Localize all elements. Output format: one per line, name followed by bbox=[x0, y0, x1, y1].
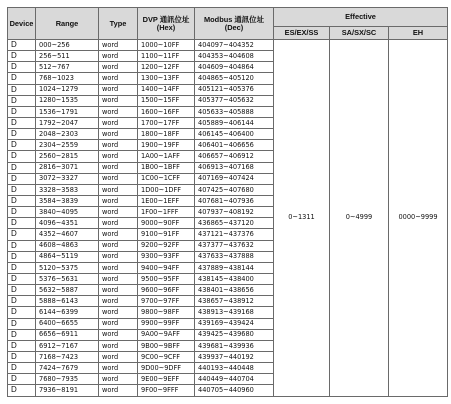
table-body bbox=[8, 40, 448, 397]
cell-dvp-address: 9000~90FF bbox=[138, 218, 195, 229]
cell-dvp-address: 9D00~9DFF bbox=[138, 363, 195, 374]
cell-device: D bbox=[8, 240, 36, 251]
cell-type: word bbox=[99, 285, 138, 296]
cell-type: word bbox=[99, 374, 138, 385]
table-row bbox=[8, 40, 448, 51]
cell-device: D bbox=[8, 117, 36, 128]
cell-modbus-address: 406657~406912 bbox=[195, 151, 274, 162]
cell-dvp-address: 1800~18FF bbox=[138, 129, 195, 140]
cell-modbus-address: 407937~408192 bbox=[195, 207, 274, 218]
header-sa-sx-sc: SA/SX/SC bbox=[330, 27, 389, 40]
cell-device: D bbox=[8, 73, 36, 84]
cell-modbus-address: 437377~437632 bbox=[195, 240, 274, 251]
cell-type: word bbox=[99, 363, 138, 374]
cell-type: word bbox=[99, 195, 138, 206]
device-address-table bbox=[7, 7, 448, 397]
cell-effective-sa-sx-sc: 0~4999 bbox=[330, 40, 389, 397]
cell-type: word bbox=[99, 73, 138, 84]
cell-modbus-address: 404097~404352 bbox=[195, 40, 274, 51]
cell-range: 2560~2815 bbox=[36, 151, 99, 162]
header-dvp-format: (Hex) bbox=[156, 23, 176, 32]
cell-type: word bbox=[99, 385, 138, 396]
cell-dvp-address: 9C00~9CFF bbox=[138, 351, 195, 362]
cell-device: D bbox=[8, 129, 36, 140]
cell-device: D bbox=[8, 184, 36, 195]
cell-type: word bbox=[99, 162, 138, 173]
cell-device: D bbox=[8, 40, 36, 51]
header-range: Range bbox=[36, 8, 99, 40]
cell-modbus-address: 440193~440448 bbox=[195, 363, 274, 374]
cell-range: 4096~4351 bbox=[36, 218, 99, 229]
cell-range: 6400~6655 bbox=[36, 318, 99, 329]
cell-type: word bbox=[99, 40, 138, 51]
cell-modbus-address: 407425~407680 bbox=[195, 184, 274, 195]
cell-range: 768~1023 bbox=[36, 73, 99, 84]
cell-device: D bbox=[8, 62, 36, 73]
cell-range: 2304~2559 bbox=[36, 140, 99, 151]
cell-device: D bbox=[8, 207, 36, 218]
cell-dvp-address: 1F00~1FFF bbox=[138, 207, 195, 218]
cell-device: D bbox=[8, 307, 36, 318]
cell-device: D bbox=[8, 173, 36, 184]
cell-device: D bbox=[8, 351, 36, 362]
cell-type: word bbox=[99, 84, 138, 95]
cell-type: word bbox=[99, 173, 138, 184]
cell-type: word bbox=[99, 229, 138, 240]
cell-type: word bbox=[99, 207, 138, 218]
cell-device: D bbox=[8, 84, 36, 95]
cell-modbus-address: 407169~407424 bbox=[195, 173, 274, 184]
cell-range: 2816~3071 bbox=[36, 162, 99, 173]
header-type: Type bbox=[99, 8, 138, 40]
cell-device: D bbox=[8, 95, 36, 106]
cell-dvp-address: 1200~12FF bbox=[138, 62, 195, 73]
cell-dvp-address: 9200~92FF bbox=[138, 240, 195, 251]
cell-dvp-address: 1700~17FF bbox=[138, 117, 195, 128]
cell-modbus-address: 439937~440192 bbox=[195, 351, 274, 362]
cell-device: D bbox=[8, 374, 36, 385]
cell-range: 2048~2303 bbox=[36, 129, 99, 140]
cell-device: D bbox=[8, 318, 36, 329]
cell-type: word bbox=[99, 329, 138, 340]
cell-device: D bbox=[8, 51, 36, 62]
cell-dvp-address: 9400~94FF bbox=[138, 262, 195, 273]
cell-modbus-address: 437889~438144 bbox=[195, 262, 274, 273]
cell-dvp-address: 1600~16FF bbox=[138, 106, 195, 117]
header-dvp-label: DVP 通訊位址 bbox=[142, 14, 190, 24]
cell-range: 6144~6399 bbox=[36, 307, 99, 318]
cell-device: D bbox=[8, 162, 36, 173]
cell-dvp-address: 9600~96FF bbox=[138, 285, 195, 296]
cell-modbus-address: 406401~406656 bbox=[195, 140, 274, 151]
cell-modbus-address: 439169~439424 bbox=[195, 318, 274, 329]
cell-modbus-address: 437121~437376 bbox=[195, 229, 274, 240]
cell-modbus-address: 438401~438656 bbox=[195, 285, 274, 296]
cell-modbus-address: 440449~440704 bbox=[195, 374, 274, 385]
cell-modbus-address: 406913~407168 bbox=[195, 162, 274, 173]
cell-range: 7936~8191 bbox=[36, 385, 99, 396]
header-eh: EH bbox=[389, 27, 448, 40]
cell-type: word bbox=[99, 273, 138, 284]
cell-range: 3072~3327 bbox=[36, 173, 99, 184]
cell-modbus-address: 404609~404864 bbox=[195, 62, 274, 73]
cell-type: word bbox=[99, 262, 138, 273]
header-modbus-address bbox=[195, 8, 274, 40]
cell-range: 3584~3839 bbox=[36, 195, 99, 206]
header-modbus-format: (Dec) bbox=[224, 23, 244, 32]
cell-modbus-address: 405377~405632 bbox=[195, 95, 274, 106]
cell-dvp-address: 1D00~1DFF bbox=[138, 184, 195, 195]
cell-range: 256~511 bbox=[36, 51, 99, 62]
cell-range: 4352~4607 bbox=[36, 229, 99, 240]
cell-dvp-address: 1500~15FF bbox=[138, 95, 195, 106]
cell-dvp-address: 1300~13FF bbox=[138, 73, 195, 84]
cell-dvp-address: 9B00~9BFF bbox=[138, 340, 195, 351]
cell-device: D bbox=[8, 251, 36, 262]
cell-dvp-address: 9500~95FF bbox=[138, 273, 195, 284]
cell-range: 512~767 bbox=[36, 62, 99, 73]
cell-type: word bbox=[99, 184, 138, 195]
cell-range: 5632~5887 bbox=[36, 285, 99, 296]
cell-type: word bbox=[99, 95, 138, 106]
cell-dvp-address: 9900~99FF bbox=[138, 318, 195, 329]
header-device: Device bbox=[8, 8, 36, 40]
cell-range: 7168~7423 bbox=[36, 351, 99, 362]
cell-range: 7680~7935 bbox=[36, 374, 99, 385]
cell-modbus-address: 405633~405888 bbox=[195, 106, 274, 117]
cell-device: D bbox=[8, 329, 36, 340]
cell-type: word bbox=[99, 117, 138, 128]
header-effective: Effective bbox=[274, 8, 448, 27]
cell-dvp-address: 1000~10FF bbox=[138, 40, 195, 51]
cell-dvp-address: 1C00~1CFF bbox=[138, 173, 195, 184]
table-header bbox=[8, 8, 448, 40]
cell-dvp-address: 1900~19FF bbox=[138, 140, 195, 151]
cell-device: D bbox=[8, 296, 36, 307]
cell-dvp-address: 1E00~1EFF bbox=[138, 195, 195, 206]
cell-device: D bbox=[8, 195, 36, 206]
cell-range: 4608~4863 bbox=[36, 240, 99, 251]
cell-range: 1792~2047 bbox=[36, 117, 99, 128]
cell-modbus-address: 436865~437120 bbox=[195, 218, 274, 229]
cell-type: word bbox=[99, 140, 138, 151]
cell-type: word bbox=[99, 307, 138, 318]
cell-device: D bbox=[8, 218, 36, 229]
cell-dvp-address: 9100~91FF bbox=[138, 229, 195, 240]
cell-dvp-address: 1400~14FF bbox=[138, 84, 195, 95]
cell-device: D bbox=[8, 262, 36, 273]
header-modbus-label: Modbus 通訊位址 bbox=[204, 14, 264, 24]
cell-device: D bbox=[8, 340, 36, 351]
cell-range: 1024~1279 bbox=[36, 84, 99, 95]
cell-effective-es-ex-ss: 0~1311 bbox=[274, 40, 330, 397]
cell-device: D bbox=[8, 385, 36, 396]
cell-range: 1280~1535 bbox=[36, 95, 99, 106]
cell-range: 6656~6911 bbox=[36, 329, 99, 340]
cell-type: word bbox=[99, 351, 138, 362]
cell-device: D bbox=[8, 106, 36, 117]
cell-type: word bbox=[99, 240, 138, 251]
cell-dvp-address: 1100~11FF bbox=[138, 51, 195, 62]
cell-modbus-address: 438913~439168 bbox=[195, 307, 274, 318]
cell-modbus-address: 438657~438912 bbox=[195, 296, 274, 307]
cell-type: word bbox=[99, 51, 138, 62]
cell-range: 000~256 bbox=[36, 40, 99, 51]
cell-dvp-address: 1B00~1BFF bbox=[138, 162, 195, 173]
cell-range: 5888~6143 bbox=[36, 296, 99, 307]
cell-type: word bbox=[99, 106, 138, 117]
cell-type: word bbox=[99, 251, 138, 262]
cell-type: word bbox=[99, 129, 138, 140]
cell-device: D bbox=[8, 273, 36, 284]
cell-dvp-address: 1A00~1AFF bbox=[138, 151, 195, 162]
cell-range: 7424~7679 bbox=[36, 363, 99, 374]
cell-type: word bbox=[99, 151, 138, 162]
cell-modbus-address: 404865~405120 bbox=[195, 73, 274, 84]
cell-modbus-address: 437633~437888 bbox=[195, 251, 274, 262]
header-dvp-address bbox=[138, 8, 195, 40]
cell-dvp-address: 9700~97FF bbox=[138, 296, 195, 307]
cell-range: 6912~7167 bbox=[36, 340, 99, 351]
device-address-table-container bbox=[7, 7, 447, 397]
cell-type: word bbox=[99, 62, 138, 73]
cell-device: D bbox=[8, 151, 36, 162]
cell-range: 5120~5375 bbox=[36, 262, 99, 273]
cell-dvp-address: 9E00~9EFF bbox=[138, 374, 195, 385]
cell-dvp-address: 9F00~9FFF bbox=[138, 385, 195, 396]
cell-modbus-address: 404353~404608 bbox=[195, 51, 274, 62]
cell-dvp-address: 9A00~9AFF bbox=[138, 329, 195, 340]
cell-modbus-address: 440705~440960 bbox=[195, 385, 274, 396]
cell-range: 1536~1791 bbox=[36, 106, 99, 117]
cell-modbus-address: 405889~406144 bbox=[195, 117, 274, 128]
header-es-ex-ss: ES/EX/SS bbox=[274, 27, 330, 40]
cell-dvp-address: 9800~98FF bbox=[138, 307, 195, 318]
cell-modbus-address: 438145~438400 bbox=[195, 273, 274, 284]
cell-dvp-address: 9300~93FF bbox=[138, 251, 195, 262]
cell-modbus-address: 406145~406400 bbox=[195, 129, 274, 140]
cell-device: D bbox=[8, 285, 36, 296]
cell-type: word bbox=[99, 340, 138, 351]
cell-device: D bbox=[8, 229, 36, 240]
cell-modbus-address: 439425~439680 bbox=[195, 329, 274, 340]
cell-range: 3328~3583 bbox=[36, 184, 99, 195]
cell-type: word bbox=[99, 318, 138, 329]
cell-modbus-address: 439681~439936 bbox=[195, 340, 274, 351]
cell-range: 3840~4095 bbox=[36, 207, 99, 218]
cell-device: D bbox=[8, 363, 36, 374]
cell-range: 4864~5119 bbox=[36, 251, 99, 262]
cell-effective-eh: 0000~9999 bbox=[389, 40, 448, 397]
cell-type: word bbox=[99, 296, 138, 307]
cell-device: D bbox=[8, 140, 36, 151]
cell-modbus-address: 405121~405376 bbox=[195, 84, 274, 95]
cell-modbus-address: 407681~407936 bbox=[195, 195, 274, 206]
cell-type: word bbox=[99, 218, 138, 229]
cell-range: 5376~5631 bbox=[36, 273, 99, 284]
